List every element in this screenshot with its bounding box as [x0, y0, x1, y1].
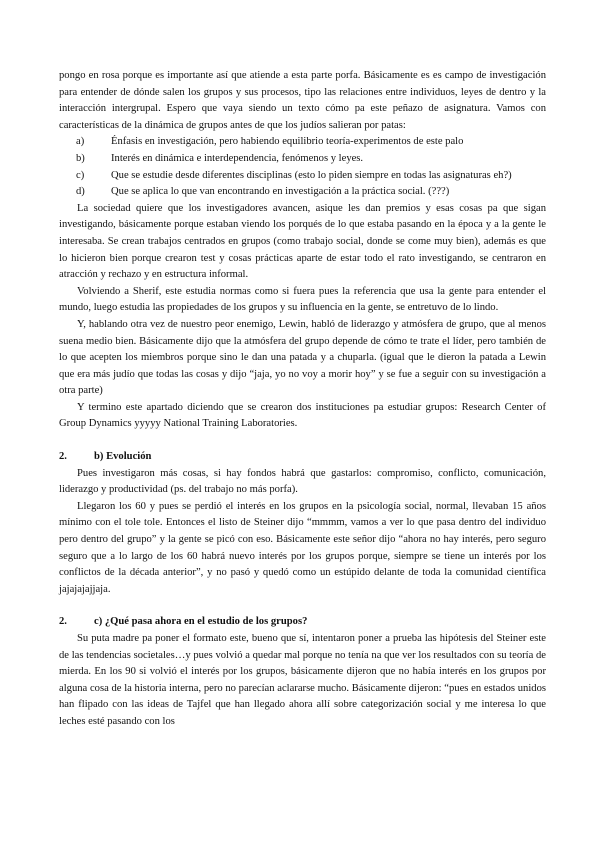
list-item: [59, 134, 546, 151]
section-title: c) ¿Qué pasa ahora en el estudio de los grupos?: [94, 616, 308, 628]
list-item-text: Que se aplica lo que van encontrando en investigación a la práctica social. (???): [111, 186, 450, 198]
document-body: [59, 68, 546, 731]
list-item-text: Que se estudie desde diferentes disciplinas (esto lo piden siempre en todas las asignaturas eh?): [111, 169, 512, 181]
section-number: 2.: [59, 616, 67, 628]
list-marker: c): [76, 169, 85, 181]
list-marker: b): [76, 152, 85, 164]
list-marker: d): [76, 186, 85, 198]
list-item: [59, 168, 546, 185]
list-item: [59, 151, 546, 168]
characteristics-list: [59, 134, 546, 200]
list-item-text: Énfasis en investigación, pero habiendo equilibrio teoría-experimentos de este palo: [111, 136, 464, 148]
body-paragraph: Y, hablando otra vez de nuestro peor enemigo, Lewin, habló de liderazgo y atmósfera de grupo, que al menos suena medio bien. Básicamente dijo que la atmósfera del grupo depende de cómo te trate el líder, pero también de lo que acepten los miembros porque sino le dan una patada y a chuparla. (igual que le dieron la patada a Lewin que era más judío que todas las cosas y dijo “jaja, yo no voy a morir hoy” y se fue a seguir con su investigación a otra parte): [59, 318, 546, 397]
section-heading-que-pasa-ahora: [59, 614, 546, 631]
body-paragraph: Y termino este apartado diciendo que se crearon dos instituciones pa estudiar grupos: Research Center of Group Dynamics yyyyy National Training Laboratories.: [59, 401, 546, 430]
body-paragraph: Pues investigaron más cosas, si hay fondos habrá que gastarlos: compromiso, conflicto, comunicación, liderazgo y productividad (ps. del trabajo no más porfa).: [59, 467, 546, 496]
section-heading-evolucion: [59, 449, 546, 466]
intro-paragraph: pongo en rosa porque es importante así que atiende a esta parte porfa. Básicamente es es campo de investigación para entender de dónde salen los grupos y sus procesos, tipo las relaciones entre individuos, leyes de dentro y la interacción intergrupal. Espero que vaya siendo un texto cómo pa este peñazo de asignatura. Vamos con características de la dinámica de grupos antes de que los judíos salieran por patas:: [59, 70, 546, 131]
list-item-text: Interés en dinámica e interdependencia, fenómenos y leyes.: [111, 152, 364, 164]
body-paragraph: Su puta madre pa poner el formato este, bueno que sí, intentaron poner a prueba las hipótesis del Steiner este de las tendencias societales…y pues volvió a quedar mal porque no tenía na que ver los resultados con su teoría de mierda. En los 90 si volvió el interés por los grupos, básicamente dijeron que no había interés en los grupos por alguna cosa de la historia interna, pero no parecían aclararse mucho. Básicamente dijeron: “pues en estados unidos han flipado con las ideas de Tajfel que han llegado ahora allí sobre categorización social y me interesa lo que leches esté pasando con los: [59, 633, 546, 727]
list-item: [59, 184, 546, 201]
body-paragraph: Llegaron los 60 y pues se perdió el interés en los grupos en la psicología social, normal, llevaban 15 años mínimo con el tole tole. Entonces el listo de Steiner dijo “mmmm, vamos a ver lo que pasa dentro del individuo pero dentro del grupo” y la gente se picó con eso. Básicamente este señor dijo “ahora no hay interés, pero seguro seguro que a lo largo de los 60 habrá nuevo interés por los grupos porque, siempre se tiene un interés por los conflictos de la década anterior”, y no pasó y quedó como un estúpido delante de toda la comunidad científica jajajajajjaja.: [59, 500, 546, 595]
list-marker: a): [76, 136, 85, 148]
section-title: b) Evolución: [94, 451, 152, 463]
body-paragraph: La sociedad quiere que los investigadores avancen, asique les dan premios y esas cosas pa que sigan investigando, básicamente porque estaban viendo los porqués de lo que estaba pasando en la época y a la gente le interesaba. Se crean trabajos centrados en grupos (como trabajo social, donde se come muy bien), además es que lo hicieron bien porque crearon test y cosas prácticas aparte de estar todo el rato investigando, se centraron en atracción y rechazo y en estructura informal.: [59, 202, 546, 281]
section-number: 2.: [59, 451, 67, 463]
body-paragraph: Volviendo a Sherif, este estudia normas como si fuera pues la referencia que usa la gente para entender el mundo, luego estudia las propiedades de los grupos y su influencia en la gente, se entretuvo de lo lindo.: [59, 285, 546, 314]
